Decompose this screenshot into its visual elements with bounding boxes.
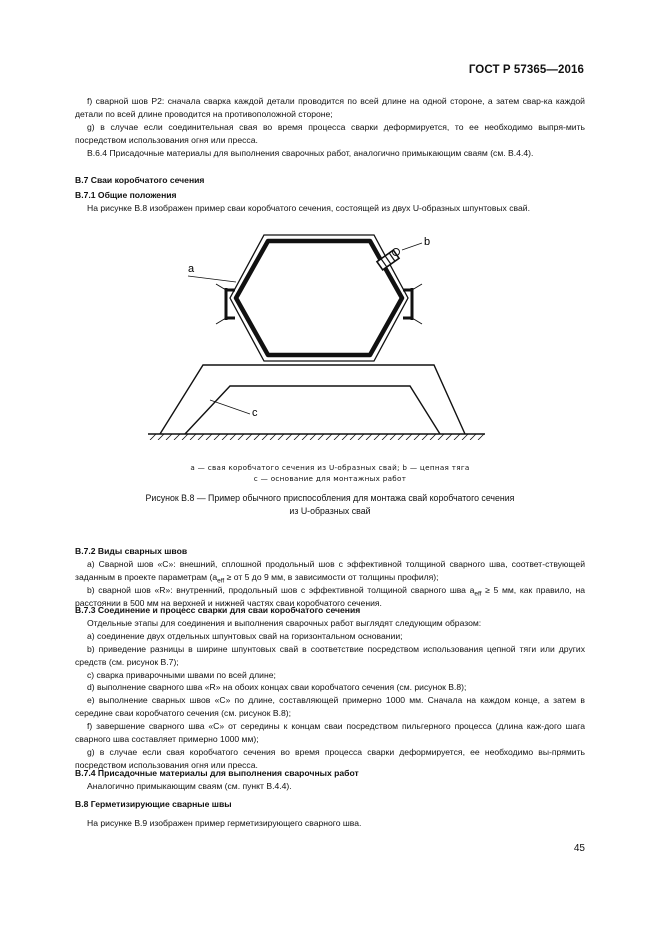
list-item: g) в случае если свая коробчатого сечения во время процесса сварки деформируется, ее необходимо вы-прямить посредством использования огня или пресса. — [75, 746, 585, 770]
list-item: Отдельные этапы для соединения и выполнения сварочных работ выглядят следующим образом: — [87, 617, 482, 628]
box-pile-figure — [140, 228, 500, 440]
paragraph: На рисунке В.9 изображен пример герметизирующего сварного шва. — [87, 817, 362, 828]
section-title: В.8 Герметизирующие сварные швы — [75, 799, 232, 809]
subsection-title: В.7.2 Виды сварных швов — [75, 546, 188, 556]
list-item: e) выполнение сварных швов «C» по длине, составляющей примерно 1000 мм. Сначала на каждом конце, а затем в середине сваи коробчатого сечения (см. рисунок В.8); — [75, 695, 585, 719]
assembly-base-inner — [185, 386, 440, 434]
box-pile-outer — [230, 235, 408, 361]
section-b8 — [75, 798, 585, 830]
list-item: f) завершение сварного шва «C» от середины к концам сваи посредством пильгерного процесса (длина каж-дого шага сварного шва составляет примерно 1000 мм); — [75, 721, 585, 745]
list-item: d) выполнение сварного шва «R» на обоих концах сваи коробчатого сечения (см. рисунок В.8); — [87, 682, 467, 693]
ground-hatch — [150, 434, 484, 440]
section-b73 — [75, 604, 585, 772]
subsection-title: В.7.1 Общие положения — [75, 189, 177, 200]
section-b7 — [75, 174, 585, 215]
chain-tensioner — [377, 250, 399, 270]
list-item: a) Сварной шов «C»: внешний, сплошной продольный шов с эффективной толщиной сварного шва, соответ-ствующей заданным в проекте параметрам ($a_{eff}$ ≥ от 5 до 9 мм, в зависимости от толщины профиля); — [75, 558, 585, 585]
section-title: В.7 Сваи коробчатого сечения — [75, 175, 205, 185]
label-c: c — [252, 407, 258, 419]
legend-line: c — основание для монтажных работ — [253, 474, 407, 483]
subsection-title: В.7.3 Соединение и процесс сварки для сваи коробчатого сечения — [75, 605, 361, 615]
paragraph: Аналогично примыкающим сваям (см. пункт В.4.4). — [87, 780, 292, 791]
paragraph-f: f) сварной шов P2: сначала сварка каждой детали проводится по всей длине на одной стороне, а затем свар-ка каждой детали по всей длине проводится на противоположной стороне; — [75, 96, 585, 119]
list-item: b) сварной шов «R»: внутренний, продольный шов с эффективной толщиной сварного шва $a_{eff} \ge 5$ мм, как правило, на расстоянии в 500 мм на верхней и нижней частях сваи коробчатого сечения. — [75, 584, 585, 608]
page-number: 45 — [573, 843, 585, 854]
section-b74 — [75, 767, 585, 793]
paragraph-g: g) в случае если соединительная свая во время процесса сварки деформируется, то ее необходимо выпря-мить посредством использования огня или пресса. — [75, 121, 585, 145]
label-b: b — [424, 236, 431, 248]
figure-legend — [120, 462, 540, 484]
paragraph-b64: В.6.4 Присадочные материалы для выполнения сварочных работ, аналогично примыкающим сваям (см. В.4.4). — [87, 147, 534, 158]
paragraph: На рисунке В.8 изображен пример сваи коробчатого сечения, состоящей из двух U-образных шпунтовых свай. — [87, 202, 530, 213]
box-pile-inner — [236, 241, 402, 355]
label-a: a — [188, 263, 195, 275]
section-b72 — [75, 545, 585, 610]
list-item: a) соединение двух отдельных шпунтовых свай на горизонтальном основании; — [87, 630, 403, 641]
standard-header: ГОСТ Р 57365—2016 — [468, 64, 584, 76]
figure-caption: Рисунок В.8 — Пример обычного приспособления для монтажа свай коробчатого сечения из U-образных свай — [145, 493, 515, 516]
subsection-title: В.7.4 Присадочные материалы для выполнения сварочных работ — [75, 768, 359, 778]
intro-block — [75, 95, 585, 160]
list-item: b) приведение разницы в ширине шпунтовых свай в соответствие посредством использования цепной тяги или других средств (см. рисунок В.7); — [75, 643, 585, 667]
list-item: c) сварка приварочными швами по всей длине; — [87, 669, 276, 680]
legend-line: a — свая коробчатого сечения из U-образных свай; b — цепная тяга — [190, 463, 470, 472]
